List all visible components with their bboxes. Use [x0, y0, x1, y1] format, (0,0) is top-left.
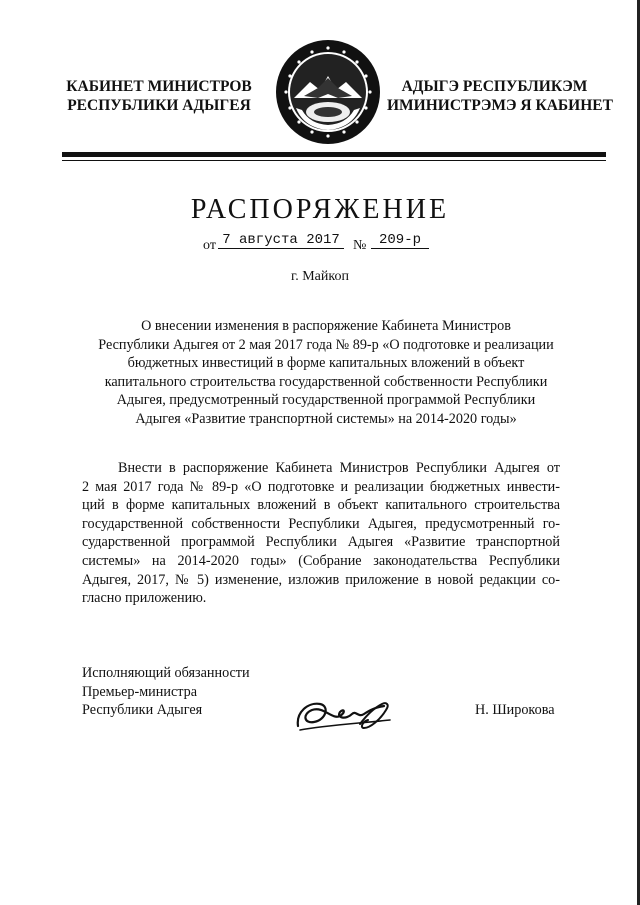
- header-left-line-1: КАБИНЕТ МИНИСТРОВ: [66, 78, 252, 95]
- document-title: РАСПОРЯЖЕНИЕ: [190, 194, 450, 225]
- signatory-position-line: Республики Адыгея: [82, 702, 203, 719]
- document-date: 7 августа 2017: [218, 232, 344, 249]
- header-right-line-2: ИМИНИСТРЭМЭ Я КАБИНЕТ: [387, 97, 613, 114]
- subject-line: О внесении изменения в распоряжение Кабинета Министров: [141, 318, 511, 334]
- signatory-position: [82, 664, 250, 720]
- subject-line: Адыгея, предусмотренный государственной программой Республики: [116, 392, 536, 409]
- header-right-org: [387, 77, 613, 115]
- handwritten-signature: [290, 690, 400, 740]
- header-rule-thin: [62, 160, 606, 161]
- body-line: государственной собственности Республики Адыгея, предусмотренный го-: [82, 515, 560, 532]
- document-city: г. Майкоп: [291, 269, 349, 284]
- header-rule-thick: [62, 152, 606, 157]
- signatory-position-line: Премьер-министра: [82, 683, 198, 700]
- body-line: системы» на 2014-2020 годы» (Собрание законодательства Республики: [82, 552, 560, 569]
- header-left-line-2: РЕСПУБЛИКИ АДЫГЕЯ: [67, 97, 251, 114]
- coat-of-arms-icon: [274, 38, 382, 146]
- subject-line: Адыгея «Развитие транспортной системы» на 2014-2020 годы»: [135, 410, 517, 427]
- document-number: 209-р: [371, 232, 429, 249]
- body-line: 2 мая 2017 года № 89-р «О подготовке и реализации бюджетных инвести-: [82, 478, 560, 495]
- signatory-name: Н. Широкова: [475, 702, 555, 718]
- subject-line: Республики Адыгея от 2 мая 2017 года № 89-р «О подготовке и реализации: [98, 336, 554, 353]
- header-right-line-1: АДЫГЭ РЕСПУБЛИКЭМ: [401, 78, 588, 95]
- subject-line: капитального строительства государственной собственности Республики: [104, 373, 548, 390]
- date-prefix: от: [203, 238, 216, 253]
- body-line: сударственной программой Республики Адыгея «Развитие транспортной: [82, 534, 560, 551]
- body-line: Внести в распоряжение Кабинета Министров Республики Адыгея от: [118, 460, 560, 476]
- body-line: Адыгея, 2017, № 5) изменение, изложив приложение в новой редакции со-: [82, 571, 560, 588]
- header-left-org: [64, 77, 254, 115]
- subject-line: бюджетных инвестиций в форме капитальных вложений в объект: [127, 355, 525, 372]
- number-prefix: №: [353, 238, 367, 253]
- body-line: гласно приложению.: [82, 590, 207, 607]
- signatory-position-line: Исполняющий обязанности: [82, 665, 250, 681]
- document-subject: [80, 317, 572, 429]
- body-line: ций в форме капитальных вложений в объект капитального строительства: [82, 497, 560, 514]
- document-body: [82, 459, 560, 608]
